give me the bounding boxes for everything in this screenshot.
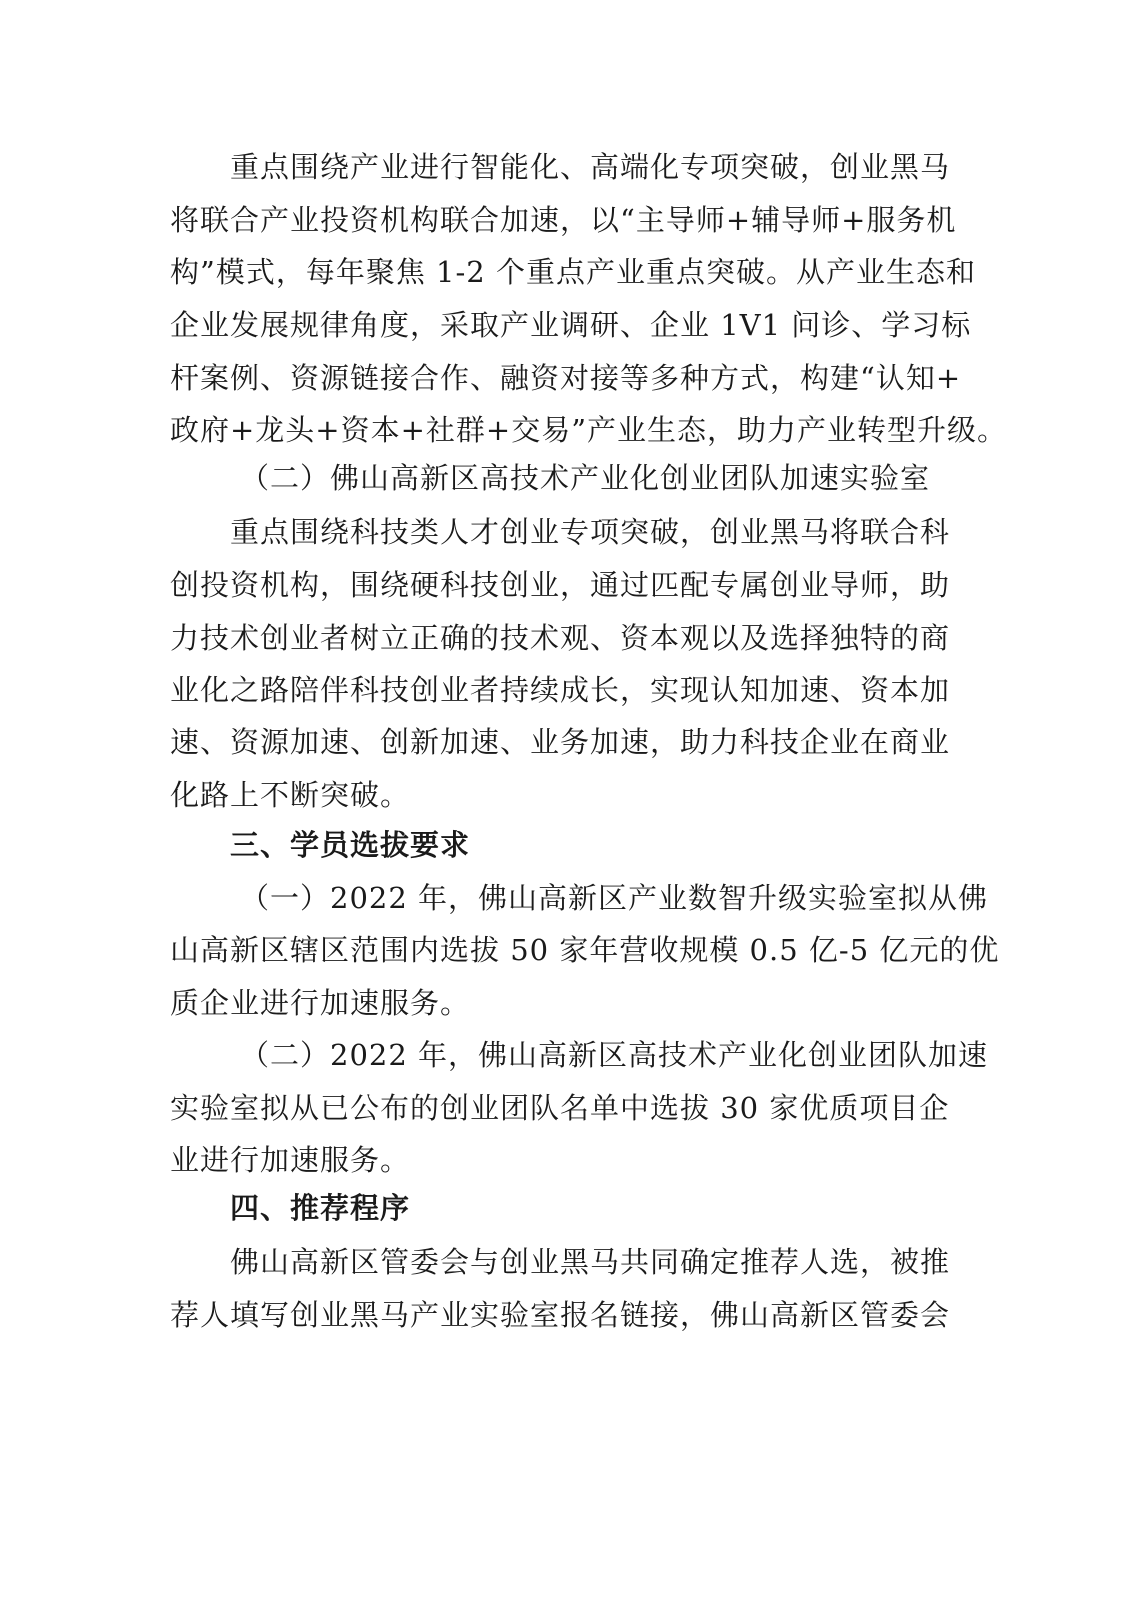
paragraph-line: （二）2022 年，佛山高新区高技术产业化创业团队加速 [240, 1038, 989, 1072]
section-subheading: （二）佛山高新区高技术产业化创业团队加速实验室 [240, 461, 931, 495]
paragraph-line: （一）2022 年，佛山高新区产业数智升级实验室拟从佛 [240, 881, 989, 915]
paragraph-line: 化路上不断突破。 [170, 778, 411, 812]
paragraph-line: 实验室拟从已公布的创业团队名单中选拔 30 家优质项目企 [170, 1091, 950, 1125]
paragraph-line: 速、资源加速、创新加速、业务加速，助力科技企业在商业 [170, 725, 951, 759]
paragraph-line: 业进行加速服务。 [170, 1143, 411, 1177]
section-heading: 三、学员选拔要求 [230, 828, 471, 862]
paragraph-line: 企业发展规律角度，采取产业调研、企业 1V1 问诊、学习标 [170, 308, 972, 342]
paragraph-line: 创投资机构，围绕硬科技创业，通过匹配专属创业导师，助 [170, 568, 951, 602]
paragraph-line: 佛山高新区管委会与创业黑马共同确定推荐人选，被推 [230, 1245, 951, 1279]
paragraph-line: 政府+龙头+资本+社群+交易”产业生态，助力产业转型升级。 [170, 413, 1008, 447]
paragraph-line: 业化之路陪伴科技创业者持续成长，实现认知加速、资本加 [170, 673, 951, 707]
paragraph-line: 将联合产业投资机构联合加速，以“主导师+辅导师+服务机 [170, 203, 957, 237]
paragraph-line: 构”模式，每年聚焦 1-2 个重点产业重点突破。从产业生态和 [170, 255, 976, 289]
paragraph-line: 重点围绕产业进行智能化、高端化专项突破，创业黑马 [230, 150, 951, 184]
paragraph-line: 荐人填写创业黑马产业实验室报名链接，佛山高新区管委会 [170, 1298, 951, 1332]
paragraph-line: 质企业进行加速服务。 [170, 986, 471, 1020]
section-heading: 四、推荐程序 [230, 1191, 411, 1225]
paragraph-line: 重点围绕科技类人才创业专项突破，创业黑马将联合科 [230, 515, 951, 549]
paragraph-line: 杆案例、资源链接合作、融资对接等多种方式，构建“认知+ [170, 361, 962, 395]
paragraph-line: 力技术创业者树立正确的技术观、资本观以及选择独特的商 [170, 621, 951, 655]
paragraph-line: 山高新区辖区范围内选拔 50 家年营收规模 0.5 亿-5 亿元的优 [170, 933, 1000, 967]
